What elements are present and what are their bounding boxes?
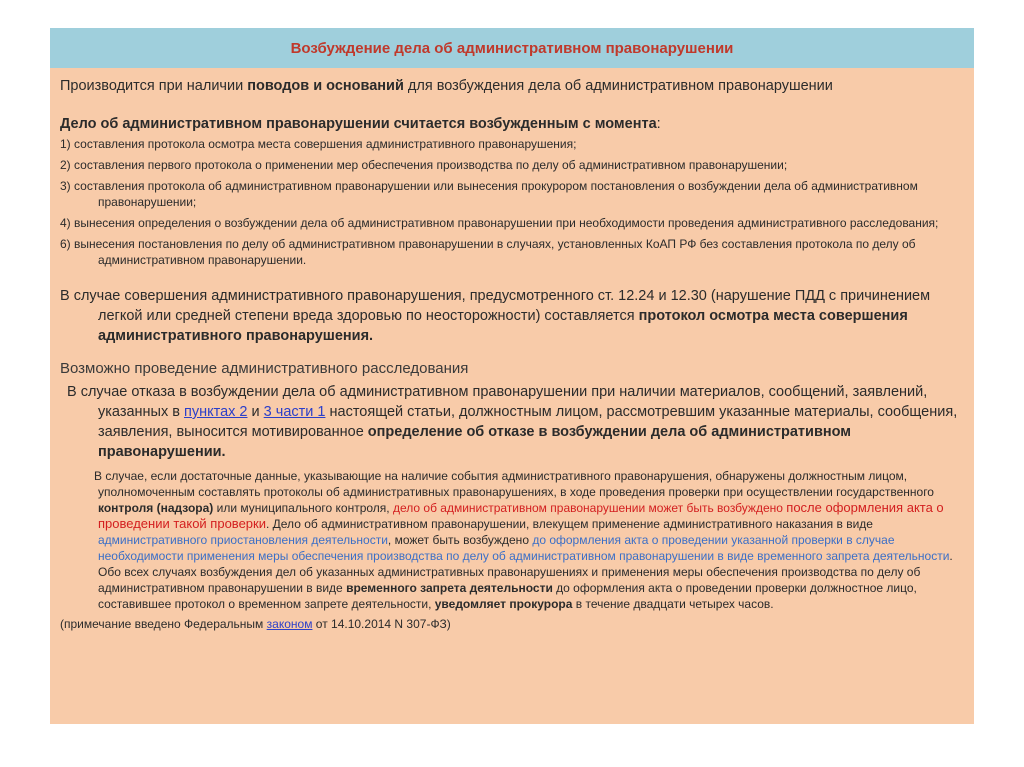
list-item: 4) вынесения определения о возбуждении дела об административном правонарушении при необходимости проведения административного расследования;	[60, 216, 939, 230]
moment-colon: :	[656, 116, 661, 132]
pdd-paragraph	[60, 286, 964, 346]
inspection-text-5: . Обо всех случаях возбуждения дел об указанных административных правонарушениях и применения меры обеспечения производства по делу об административном правонарушении в виде	[98, 549, 953, 595]
footnote-text-end: от 14.10.2014 N 307-ФЗ)	[312, 617, 451, 631]
list-item: 2) составления первого протокола о применении мер обеспечения производства по делу об административном правонарушении;	[60, 158, 788, 172]
inspection-text: В случае, если достаточные данные, указывающие на наличие события административного правонарушения, обнаружены должностным лицом, уполномоченным составлять протоколы об административных правонарушениях, в ходе проведения проверки при осуществлении государственного	[94, 469, 934, 499]
inspection-blue-text-2: до оформления акта о проведении указанной проверки в случае необходимости применения меры обеспечения производства по делу об административном правонарушении в виде временного запрета деятельности	[98, 533, 950, 563]
inspection-red-text-large: после оформления акта о проведении такой проверки	[98, 500, 944, 531]
refusal-bold: определение об отказе в возбуждении дела об административном правонарушении.	[98, 424, 852, 460]
moment-bold: Дело об административном правонарушении считается возбужденным с момента	[60, 116, 657, 132]
inspection-text-2: или муниципального контроля,	[213, 501, 393, 515]
footnote-text: (примечание введено Федеральным	[60, 617, 267, 631]
pdd-bold: протокол осмотра места совершения административного правонарушения.	[98, 308, 908, 344]
refusal-and: и	[247, 404, 264, 420]
intro-paragraph	[60, 78, 964, 94]
inspection-text-4: , может быть возбуждено	[387, 533, 533, 547]
inspection-paragraph	[60, 468, 964, 612]
intro-text-end: для возбуждения дела об административном правонарушении	[403, 78, 833, 94]
inspection-bold-prosecutor: уведомляет прокурора	[434, 597, 573, 611]
link-paragraphs-2[interactable]: пунктах 2	[183, 404, 248, 420]
inspection-text-6: до оформления акта о проведении проверки должностное лицо, составившее протокол о временном запрете деятельности,	[98, 581, 917, 611]
list-item: 6) вынесения постановления по делу об административном правонарушении в случаях, установленных КоАП РФ без составления протокола по делу об административном правонарушении.	[60, 237, 916, 267]
page-title: Возбуждение дела об административном правонарушении	[290, 39, 734, 57]
inspection-text-3: . Дело об административном правонарушении, влекущем применение административного наказания в виде	[265, 517, 873, 531]
inspection-red-text: дело об административном правонарушении может быть возбуждено	[392, 501, 787, 515]
refusal-text: В случае отказа в возбуждении дела об административном правонарушении при наличии материалов, сообщений, заявлений, указанных в	[67, 384, 928, 420]
footnote	[60, 617, 964, 631]
inspection-blue-text: административного приостановления деятельности	[98, 533, 388, 547]
link-law[interactable]: законом	[266, 617, 313, 631]
inspection-bold-control: контроля (надзора)	[98, 501, 214, 515]
moment-heading	[60, 116, 964, 132]
intro-text: Производится при наличии	[60, 78, 248, 94]
slide	[50, 28, 974, 724]
title-bar	[50, 28, 974, 68]
inspection-text-7: в течение двадцати четырех часов.	[572, 597, 774, 611]
list-item: 1) составления протокола осмотра места совершения административного правонарушения;	[60, 137, 577, 151]
moment-list	[60, 136, 964, 268]
refusal-text-2: настоящей статьи, должностным лицом, рассмотревшим указанные материалы, сообщения, заявления, выносится мотивированное	[98, 404, 958, 440]
inspection-bold-ban: временного запрета деятельности	[346, 581, 553, 595]
link-part-1-3[interactable]: 3 части 1	[263, 404, 326, 420]
investigation-heading: Возможно проведение административного расследования	[60, 360, 469, 377]
refusal-paragraph	[60, 382, 964, 462]
list-item: 3) составления протокола об административном правонарушении или вынесения прокурором постановления о возбуждении дела об административном правонарушении;	[60, 179, 918, 209]
pdd-text: В случае совершения административного правонарушения, предусмотренного ст. 12.24 и 12.30 (нарушение ПДД с причинением легкой или средней степени вреда здоровью по неосторожности) составляется	[60, 288, 931, 324]
content-box	[50, 68, 974, 724]
intro-bold: поводов и оснований	[247, 78, 404, 94]
